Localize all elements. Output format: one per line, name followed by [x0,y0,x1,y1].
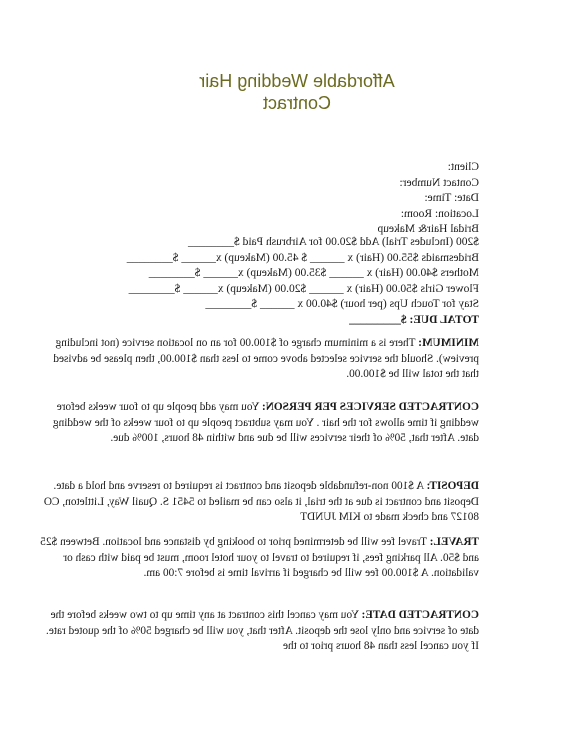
paragraph-heading: MINIMUM: [418,337,479,349]
title-line-2: Contract [262,93,332,113]
pricing-row-touch-ups: Stay for Touch Ups (per hour) $40.00 x ______ $________ [205,298,479,310]
paragraph-heading: CONTRACTED SERVICES PER PERSON: [261,401,479,413]
contact-number-label: Contact Number: [399,176,479,189]
pricing-row-flower-girls: Flower Girls $50.00 (Hair) x ______ $20.00 (Makeup) x______ $________ [128,282,479,295]
document-title [0,70,564,114]
date-time-label: Date: Time: [424,192,479,204]
paragraph-heading: CONTRACTED DATE: [361,609,479,621]
pricing-row-bride: $200 (Includes Trial) Add $20.00 for Airbrush Paid $________ [187,236,479,248]
paragraph-heading: TRAVEL: [429,536,479,548]
paragraph-body: You may cancel this contract at any time up to two weeks before the date of service and only lose the deposit. After that, you will be charged 50% of the quoted rate. If you cancel less than 48 hours prior to the [45,609,479,652]
bridal-label: Bridal Hair& Makeup [377,223,479,235]
client-details [377,160,479,238]
location-room-label: Location: Room: [400,207,479,220]
pricing-row-bridesmaids: Bridesmaids $55.00 (Hair) x ______ $ 45.00 (Makeup) x______ $________ [126,251,479,264]
paragraph-body: A $100 non-refundable deposit and contract is required to reserve and hold a date. Deposit and contract is due at the trial, it also can be mailed to 5451 S. Quail Way, Littleton, CO 80127 and check made to KIM JUNDT [43,480,479,523]
title-line-1: Affordable Wedding Hair [199,71,395,91]
paragraph-heading: DEPOSIT: [426,480,479,492]
pricing-row-mothers: Mothers $40.00 (Hair) x ______ $35.00 (Makeup) x______ $________ [148,267,479,279]
contracted-date-paragraph [39,608,479,655]
client-label: Client: [447,161,479,173]
pricing-table [127,235,479,328]
travel-paragraph [39,535,479,582]
deposit-paragraph [39,479,479,526]
paragraph-body: Travel fee will be determined prior to booking by distance and location. Between $25 and $50. All parking fees, if required to travel to your hotel room, must be paid with cash or validation. A $100.00 fee will be charged if arrival time is before 7:00 am. [40,536,479,579]
paragraph-body: There is a minimum charge of $100.00 for an on location service (not including preview). Should the service selected above come to less than $100.00, then please be advised that the total will be $100.00. [53,337,479,380]
total-due: TOTAL DUE: $_________ [349,313,479,326]
minimum-paragraph [39,336,479,383]
paragraph-body: You may add people up to four weeks before wedding if time allows for the hair . You may subtract people up to four weeks of the wedding date. After that, 50% of their services will be due and within 48 hours, 100% due. [52,401,479,444]
services-paragraph [39,400,479,447]
